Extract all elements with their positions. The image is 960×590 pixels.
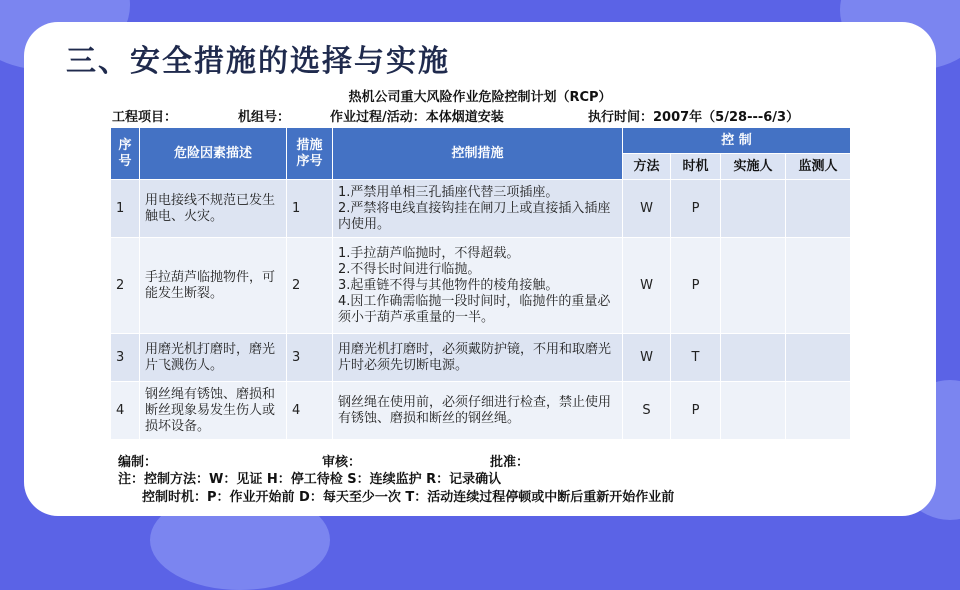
rcp-table [110,127,851,440]
cell-monitor [786,180,851,238]
table-row [111,382,851,440]
info-project: 工程项目： [112,110,178,125]
header-timing: 时机 [671,154,721,180]
cell-hazard: 用磨光机打磨时，磨光片飞溅伤人。 [140,334,287,382]
cell-executor [721,334,786,382]
cell-measures: 用磨光机打磨时，必须戴防护镜，不用和取磨光片时必须先切断电源。 [333,334,623,382]
cell-timing: P [671,238,721,334]
cell-monitor [786,238,851,334]
header-measure: 控制措施 [333,128,623,180]
cell-measure-no: 2 [287,238,333,334]
document-title: 热机公司重大风险作业危险控制计划（RCP） [348,90,612,105]
cell-no: 4 [111,382,140,440]
cell-timing: T [671,334,721,382]
cell-method: W [623,180,671,238]
info-unit: 机组号： [238,110,291,125]
header-hazard: 危险因素描述 [140,128,287,180]
table-row [111,180,851,238]
cell-measure-no: 3 [287,334,333,382]
footer-prepared: 编制： [118,455,158,470]
footer-approved: 批准： [490,455,530,470]
cell-hazard: 手拉葫芦临抛物件，可能发生断裂。 [140,238,287,334]
cell-measures: 钢丝绳在使用前，必须仔细进行检查，禁止使用有锈蚀、磨损和断丝的钢丝绳。 [333,382,623,440]
cell-no: 1 [111,180,140,238]
cell-measure-no: 1 [287,180,333,238]
header-control: 控 制 [623,128,851,154]
info-time: 执行时间：2007年（5/28---6/3） [588,110,800,125]
cell-method: W [623,334,671,382]
cell-measures: 1.手拉葫芦临抛时，不得超载。 2.不得长时间进行临抛。 3.起重链不得与其他物件的棱角接触。 4.因工作确需临抛一段时间时，临抛件的重量必须小于葫芦承重量的一半。 [333,238,623,334]
cell-executor [721,238,786,334]
cell-timing: P [671,180,721,238]
cell-hazard: 钢丝绳有锈蚀、磨损和断丝现象易发生伤人或损坏设备。 [140,382,287,440]
header-seq: 序 号 [111,128,140,180]
slide-title: 三、安全措施的选择与实施 [66,44,450,79]
cell-measures: 1.严禁用单相三孔插座代替三项插座。 2.严禁将电线直接钩挂在闸刀上或直接插入插座内使用。 [333,180,623,238]
cell-timing: P [671,382,721,440]
cell-method: S [623,382,671,440]
header-monitor: 监测人 [786,154,851,180]
cell-monitor [786,334,851,382]
cell-executor [721,382,786,440]
cell-no: 3 [111,334,140,382]
header-measure-seq: 措施 序号 [287,128,333,180]
cell-executor [721,180,786,238]
cell-hazard: 用电接线不规范已发生触电、火灾。 [140,180,287,238]
footer-note-timing: 控制时机：P：作业开始前 D：每天至少一次 T：活动连续过程停顿或中断后重新开始作业前 [142,490,675,505]
cell-measure-no: 4 [287,382,333,440]
cell-no: 2 [111,238,140,334]
table-row [111,334,851,382]
info-process: 作业过程/活动：本体烟道安装 [330,110,504,125]
footer-reviewed: 审核： [322,455,362,470]
header-method: 方法 [623,154,671,180]
cell-monitor [786,382,851,440]
table-row [111,238,851,334]
cell-method: W [623,238,671,334]
header-executor: 实施人 [721,154,786,180]
footer-note-method: 注：控制方法：W：见证 H：停工待检 S：连续监护 R：记录确认 [118,472,502,487]
